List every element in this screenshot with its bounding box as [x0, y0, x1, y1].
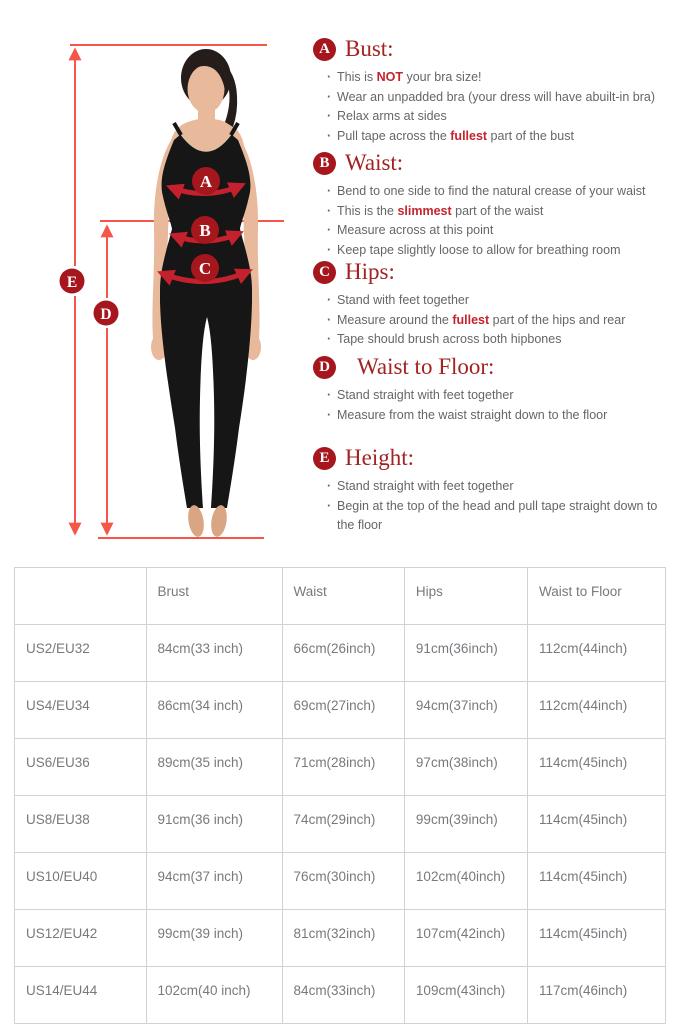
- emphasis-text: fullest: [452, 312, 490, 327]
- measurement-cell: 86cm(34 inch): [146, 682, 282, 739]
- waist-badge: [191, 216, 219, 244]
- section-letter-badge: B: [313, 152, 336, 175]
- measurement-cell: 114cm(45inch): [527, 796, 665, 853]
- section-letter-badge: C: [313, 261, 336, 284]
- column-header: Waist: [282, 568, 404, 625]
- measurement-cell: 76cm(30inch): [282, 853, 404, 910]
- size-label-cell: US4/EU34: [15, 682, 147, 739]
- model-silhouette: [151, 49, 261, 538]
- section-title: Bust:: [345, 36, 394, 61]
- measurement-cell: 74cm(29inch): [282, 796, 404, 853]
- instruction-bullet: · Keep tape slightly loose to allow for breathing room: [337, 241, 675, 261]
- size-label-cell: US2/EU32: [15, 625, 147, 682]
- measurement-cell: 94cm(37 inch): [146, 853, 282, 910]
- measurement-cell: 102cm(40inch): [404, 853, 527, 910]
- emphasis-text: fullest: [450, 128, 488, 143]
- size-label-cell: US8/EU38: [15, 796, 147, 853]
- instruction-list: [313, 477, 675, 536]
- table-row: [15, 796, 666, 853]
- instruction-bullet: · Stand straight with feet together: [337, 477, 675, 497]
- instruction-section-a: [313, 36, 675, 146]
- emphasis-text: slimmest: [397, 203, 452, 218]
- section-title: Waist:: [345, 150, 404, 175]
- section-title: Hips:: [345, 259, 395, 284]
- measurement-cell: 66cm(26inch): [282, 625, 404, 682]
- section-title: Waist to Floor:: [357, 354, 495, 379]
- measurement-cell: 84cm(33 inch): [146, 625, 282, 682]
- emphasis-text: NOT: [376, 70, 403, 84]
- measurement-cell: 112cm(44inch): [527, 625, 665, 682]
- column-header: Brust: [146, 568, 282, 625]
- instruction-bullet: · This is the slimmest part of the waist: [337, 202, 675, 222]
- section-letter-badge: A: [313, 38, 336, 61]
- measurement-cell: 84cm(33inch): [282, 967, 404, 1024]
- instruction-list: [313, 182, 675, 260]
- header-row: [15, 568, 666, 625]
- table-row: [15, 739, 666, 796]
- measurement-cell: 114cm(45inch): [527, 910, 665, 967]
- measurement-cell: 71cm(28inch): [282, 739, 404, 796]
- section-heading: [313, 36, 675, 62]
- bust-badge: [192, 167, 220, 195]
- size-label-cell: US12/EU42: [15, 910, 147, 967]
- measurement-cell: 94cm(37inch): [404, 682, 527, 739]
- measurement-cell: 107cm(42inch): [404, 910, 527, 967]
- section-letter-badge: E: [313, 447, 336, 470]
- measurement-cell: 117cm(46inch): [527, 967, 665, 1024]
- measurement-cell: 114cm(45inch): [527, 739, 665, 796]
- column-header: Waist to Floor: [527, 568, 665, 625]
- instruction-bullet: · Measure from the waist straight down to the floor: [337, 406, 675, 426]
- measurement-cell: 69cm(27inch): [282, 682, 404, 739]
- size-chart-body: [15, 625, 666, 1024]
- measurement-cell: 114cm(45inch): [527, 853, 665, 910]
- instruction-list: [313, 386, 675, 425]
- measurement-cell: 99cm(39inch): [404, 796, 527, 853]
- measurement-cell: 91cm(36 inch): [146, 796, 282, 853]
- section-heading: [313, 259, 675, 285]
- size-label-cell: US14/EU44: [15, 967, 147, 1024]
- measurement-cell: 97cm(38inch): [404, 739, 527, 796]
- measurement-cell: 99cm(39 inch): [146, 910, 282, 967]
- instruction-bullet: · Stand straight with feet together: [337, 386, 675, 406]
- column-header: [15, 568, 147, 625]
- instruction-bullet: · Tape should brush across both hipbones: [337, 330, 675, 350]
- height-badge-letter: E: [66, 274, 78, 291]
- instruction-bullet: · Pull tape across the fullest part of the bust: [337, 127, 675, 147]
- hips-badge: [191, 254, 219, 282]
- table-row: [15, 910, 666, 967]
- instruction-bullet: · Wear an unpadded bra (your dress will have abuilt-in bra): [337, 88, 675, 108]
- section-heading: [313, 354, 675, 380]
- instruction-section-d: [313, 354, 675, 425]
- instruction-bullet: · Measure around the fullest part of the hips and rear: [337, 311, 675, 331]
- instruction-bullet: · Stand with feet together: [337, 291, 675, 311]
- section-heading: [313, 150, 675, 176]
- instruction-bullet: · Relax arms at sides: [337, 107, 675, 127]
- instruction-bullet: · Measure across at this point: [337, 221, 675, 241]
- instruction-list: [313, 68, 675, 146]
- table-row: [15, 682, 666, 739]
- hips-badge-letter: C: [198, 259, 212, 278]
- instruction-bullet: · This is NOT your bra size!: [337, 68, 675, 88]
- table-row: [15, 967, 666, 1024]
- measurement-cell: 102cm(40 inch): [146, 967, 282, 1024]
- waist-to-floor-badge: [94, 301, 119, 326]
- section-letter-badge: D: [313, 356, 336, 379]
- measurement-cell: 112cm(44inch): [527, 682, 665, 739]
- size-label-cell: US6/EU36: [15, 739, 147, 796]
- size-label-cell: US10/EU40: [15, 853, 147, 910]
- table-row: [15, 853, 666, 910]
- size-chart-table: [14, 567, 666, 1024]
- section-heading: [313, 445, 675, 471]
- instruction-section-e: [313, 445, 675, 536]
- measurement-cell: 109cm(43inch): [404, 967, 527, 1024]
- height-badge: [60, 269, 85, 294]
- waist-badge-letter: B: [199, 221, 211, 240]
- measurement-cell: 91cm(36inch): [404, 625, 527, 682]
- measurement-cell: 89cm(35 inch): [146, 739, 282, 796]
- instruction-list: [313, 291, 675, 350]
- section-title: Height:: [345, 445, 414, 470]
- table-row: [15, 625, 666, 682]
- measurement-cell: 81cm(32inch): [282, 910, 404, 967]
- instruction-section-c: [313, 259, 675, 350]
- bust-badge-letter: A: [199, 172, 213, 191]
- instruction-bullet: · Begin at the top of the head and pull tape straight down to the floor: [337, 497, 675, 536]
- waist-to-floor-badge-letter: D: [100, 306, 112, 323]
- instruction-section-b: [313, 150, 675, 260]
- instruction-bullet: · Bend to one side to find the natural crease of your waist: [337, 182, 675, 202]
- instructions: [313, 0, 675, 560]
- column-header: Hips: [404, 568, 527, 625]
- size-chart-header: [15, 568, 666, 625]
